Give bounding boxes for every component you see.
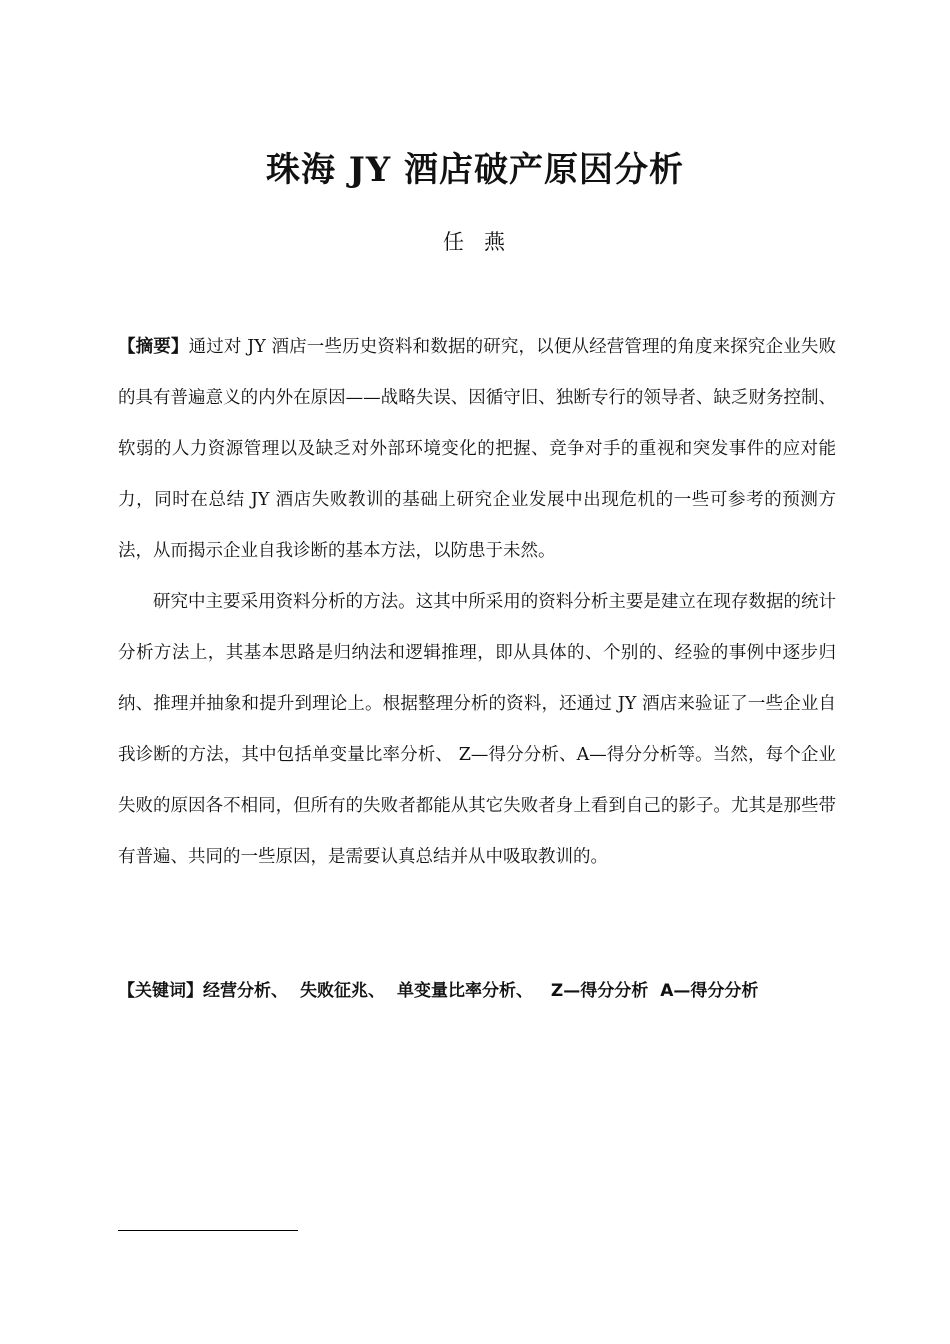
keyword-item: A—得分分析: [660, 981, 759, 1001]
author-name: 任燕: [443, 230, 525, 254]
keywords-label: 【关键词】: [118, 981, 203, 1001]
keywords-section: [118, 976, 878, 1001]
abstract-label: 【摘要】: [118, 337, 189, 357]
footnote-divider: [118, 1230, 298, 1231]
keyword-item: 单变量比率分析、: [397, 981, 533, 1001]
abstract-text-1: 通过对 JY 酒店一些历史资料和数据的研究，以便从经营管理的角度来探究企业失败的具有普遍意义的内外在原因——战略失误、因循守旧、独断专行的领导者、缺乏财务控制、软弱的人力资源管理以及缺乏对外部环境变化的把握、竞争对手的重视和突发事件的应对能力，同时在总结 JY 酒店失败教训的基础上研究企业发展中出现危机的一些可参考的预测方法，从而揭示企业自我诊断的基本方法，以防患于未然。: [118, 337, 837, 561]
keyword-item: Z—得分分析: [545, 981, 649, 1001]
paper-title: 珠海 JY 酒店破产原因分析: [265, 150, 685, 190]
abstract-paragraph-1: [118, 322, 836, 577]
abstract-section: [118, 322, 836, 883]
keyword-item: 经营分析、: [203, 981, 288, 1001]
keyword-item: 失败征兆、: [300, 981, 385, 1001]
abstract-paragraph-2: 研究中主要采用资料分析的方法。这其中所采用的资料分析主要是建立在现存数据的统计分析方法上，其基本思路是归纳法和逻辑推理，即从具体的、个别的、经验的事例中逐步归纳、推理并抽象和提升到理论上。根据整理分析的资料，还通过 JY 酒店来验证了一些企业自我诊断的方法，其中包括单变量比率分析、 Z—得分分析、A—得分分析等。当然，每个企业失败的原因各不相同，但所有的失败者都能从其它失败者身上看到自己的影子。尤其是那些带有普遍、共同的一些原因，是需要认真总结并从中吸取教训的。: [118, 592, 836, 867]
